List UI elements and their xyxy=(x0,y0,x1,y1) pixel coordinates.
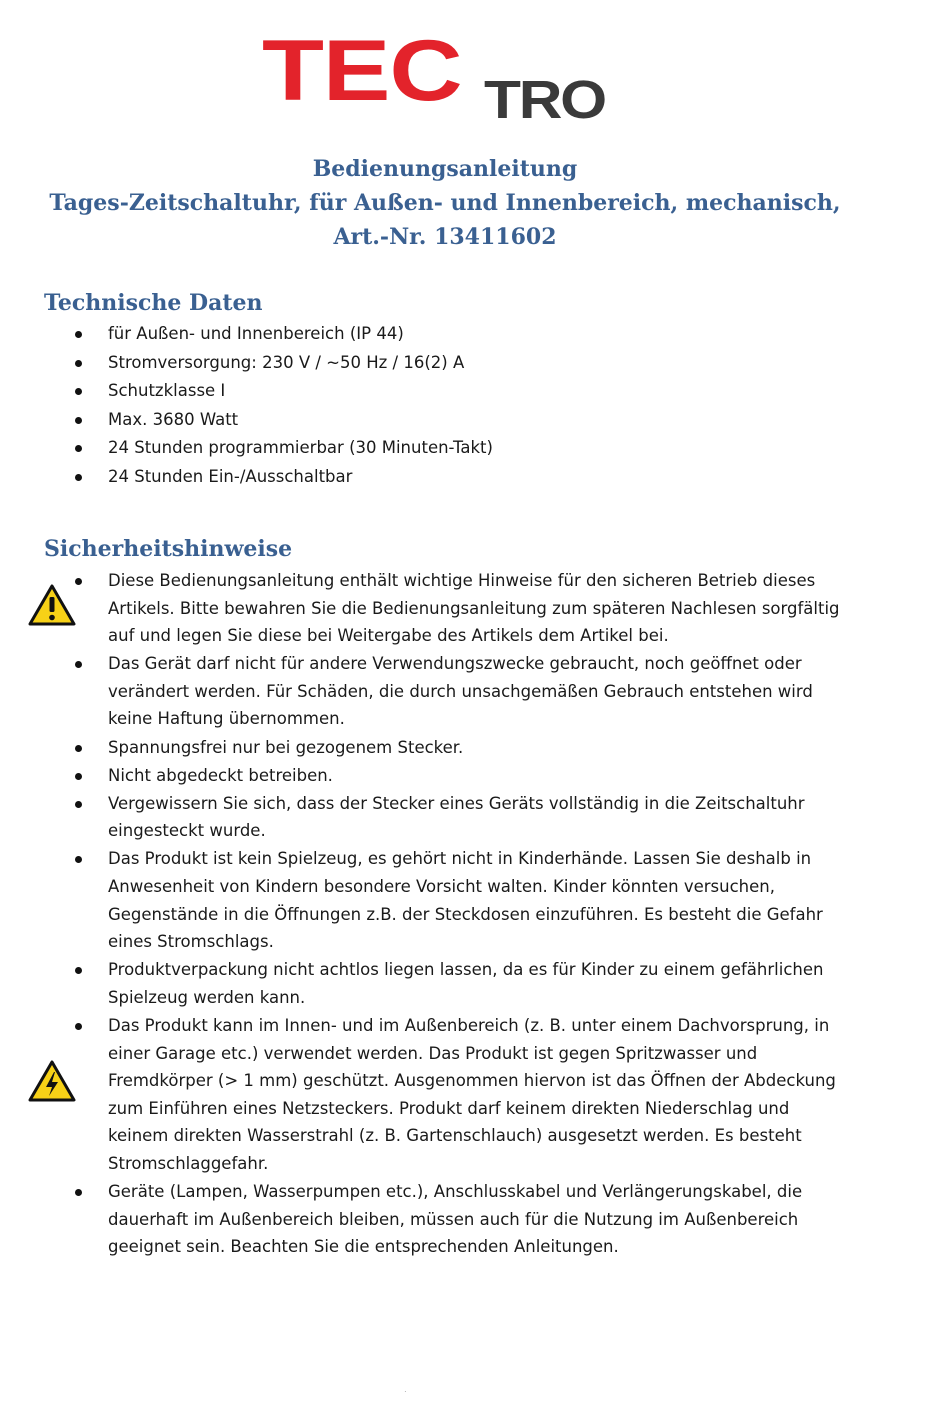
title-line-2: Tages-Zeitschaltuhr, für Außen- und Innenbereich, mechanisch, xyxy=(49,190,841,216)
technical-data-list xyxy=(0,320,860,491)
list-item: für Außen- und Innenbereich (IP 44) xyxy=(0,320,860,349)
list-item: Max. 3680 Watt xyxy=(0,406,860,435)
list-item: Das Produkt ist kein Spielzeug, es gehört nicht in Kinderhände. Lassen Sie deshalb in Anwesenheit von Kindern besondere Vorsicht walten. Kinder könnten versuchen, Gegenstände in die Öffnungen z.B. der Steckdosen einzuführen. Es besteht die Gefahr eines Stromschlags. xyxy=(0,845,850,955)
title-line-3: Art.-Nr. 13411602 xyxy=(333,224,557,250)
list-item: Das Produkt kann im Innen- und im Außenbereich (z. B. unter einem Dachvorsprung, in einer Garage etc.) verwendet werden. Das Produkt ist gegen Spritzwasser und Fremdkörper (> 1 mm) geschützt. Ausgenommen hiervon ist das Öffnen der Abdeckung zum Einführen eines Netzsteckers. Produkt darf keinem direkten Niederschlag und keinem direkten Wasserstrahl (z. B. Gartenschlauch) ausgesetzt werden. Es besteht Stromschlaggefahr. xyxy=(0,1012,850,1178)
safety-list xyxy=(0,567,850,1261)
exclamation-warning-icon xyxy=(28,584,76,626)
list-item: Produktverpackung nicht achtlos liegen lassen, da es für Kinder zu einem gefährlichen Spielzeug werden kann. xyxy=(0,956,850,1011)
list-item: Geräte (Lampen, Wasserpumpen etc.), Anschlusskabel und Verlängerungskabel, die dauerhaft im Außenbereich bleiben, müssen auch für die Nutzung im Außenbereich geeignet sein. Beachten Sie die entsprechenden Anleitungen. xyxy=(0,1178,850,1261)
list-item: Diese Bedienungsanleitung enthält wichtige Hinweise für den sicheren Betrieb dieses Artikels. Bitte bewahren Sie die Bedienungsanleitung zum späteren Nachlesen sorgfältig auf und legen Sie diese bei Weitergabe des Artikels dem Artikel bei. xyxy=(0,567,850,650)
tectro-logo xyxy=(262,23,642,130)
list-item: Das Gerät darf nicht für andere Verwendungszwecke gebraucht, noch geöffnet oder verändert werden. Für Schäden, die durch unsachgemäßen Gebrauch entstehen wird keine Haftung übernommen. xyxy=(0,650,850,733)
safety-heading: Sicherheitshinweise xyxy=(44,536,293,562)
list-item: Stromversorgung: 230 V / ~50 Hz / 16(2) A xyxy=(0,349,860,378)
logo-tro: TRO xyxy=(484,70,605,130)
logo-tec: TEC xyxy=(262,23,462,119)
list-item: Nicht abgedeckt betreiben. xyxy=(0,762,850,790)
title-line-1: Bedienungsanleitung xyxy=(312,156,578,182)
list-item: Spannungsfrei nur bei gezogenem Stecker. xyxy=(0,734,850,762)
technical-data-heading: Technische Daten xyxy=(44,290,263,316)
high-voltage-warning-icon xyxy=(28,1060,76,1102)
list-item: 24 Stunden Ein-/Ausschaltbar xyxy=(0,463,860,492)
list-item: Schutzklasse I xyxy=(0,377,860,406)
list-item: Vergewissern Sie sich, dass der Stecker eines Geräts vollständig in die Zeitschaltuhr eingesteckt wurde. xyxy=(0,790,850,845)
list-item: 24 Stunden programmierbar (30 Minuten-Takt) xyxy=(0,434,860,463)
footer-mark: · xyxy=(404,1387,407,1396)
document-title xyxy=(0,152,890,254)
